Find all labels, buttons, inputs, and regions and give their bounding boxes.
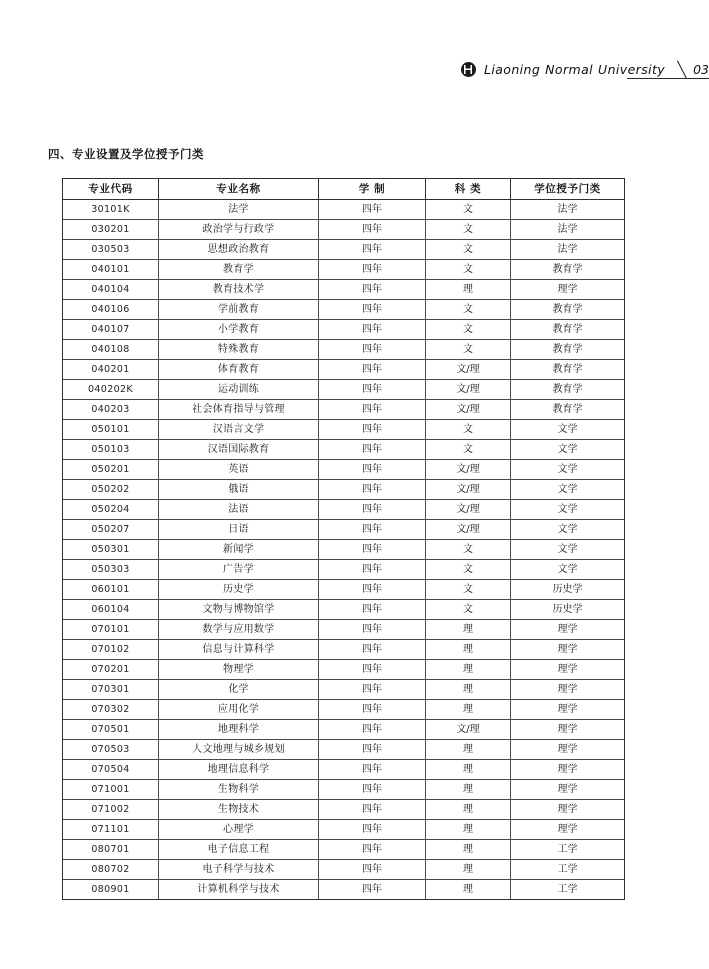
column-header-duration: 学 制 xyxy=(319,179,426,200)
cell-duration: 四年 xyxy=(319,240,426,260)
table-row xyxy=(63,760,625,780)
cell-subject-type: 理 xyxy=(426,740,511,760)
page-number: 03 xyxy=(693,61,709,77)
table-row xyxy=(63,840,625,860)
table-row xyxy=(63,540,625,560)
university-name-word-3: University xyxy=(598,61,666,77)
cell-degree-type: 文学 xyxy=(511,520,625,540)
cell-major-code: 030201 xyxy=(63,220,159,240)
cell-subject-type: 理 xyxy=(426,700,511,720)
table-row xyxy=(63,300,625,320)
cell-major-name: 法学 xyxy=(159,200,319,220)
cell-duration: 四年 xyxy=(319,480,426,500)
table-header-row xyxy=(63,179,625,200)
cell-duration: 四年 xyxy=(319,680,426,700)
cell-major-name: 电子科学与技术 xyxy=(159,860,319,880)
cell-degree-type: 法学 xyxy=(511,240,625,260)
table-row xyxy=(63,240,625,260)
table-row xyxy=(63,420,625,440)
cell-degree-type: 教育学 xyxy=(511,380,625,400)
table-row xyxy=(63,660,625,680)
cell-duration: 四年 xyxy=(319,260,426,280)
table-body xyxy=(63,200,625,900)
cell-duration: 四年 xyxy=(319,440,426,460)
column-header-subject-type: 科 类 xyxy=(426,179,511,200)
cell-duration: 四年 xyxy=(319,760,426,780)
cell-subject-type: 文 xyxy=(426,540,511,560)
cell-degree-type: 理学 xyxy=(511,640,625,660)
cell-duration: 四年 xyxy=(319,720,426,740)
cell-major-name: 思想政治教育 xyxy=(159,240,319,260)
cell-major-name: 广告学 xyxy=(159,560,319,580)
cell-degree-type: 教育学 xyxy=(511,260,625,280)
cell-duration: 四年 xyxy=(319,280,426,300)
cell-degree-type: 法学 xyxy=(511,200,625,220)
cell-subject-type: 理 xyxy=(426,800,511,820)
cell-major-code: 070302 xyxy=(63,700,159,720)
cell-duration: 四年 xyxy=(319,740,426,760)
page-running-header xyxy=(0,58,709,88)
table-row xyxy=(63,820,625,840)
cell-duration: 四年 xyxy=(319,400,426,420)
table-row xyxy=(63,560,625,580)
cell-major-name: 信息与计算科学 xyxy=(159,640,319,660)
cell-major-code: 080702 xyxy=(63,860,159,880)
cell-duration: 四年 xyxy=(319,840,426,860)
cell-degree-type: 理学 xyxy=(511,800,625,820)
cell-major-name: 社会体育指导与管理 xyxy=(159,400,319,420)
table-row xyxy=(63,640,625,660)
cell-major-name: 生物科学 xyxy=(159,780,319,800)
cell-degree-type: 历史学 xyxy=(511,600,625,620)
cell-major-name: 小学教育 xyxy=(159,320,319,340)
cell-duration: 四年 xyxy=(319,600,426,620)
cell-subject-type: 文 xyxy=(426,340,511,360)
cell-duration: 四年 xyxy=(319,340,426,360)
cell-subject-type: 文 xyxy=(426,200,511,220)
table-row xyxy=(63,680,625,700)
cell-degree-type: 理学 xyxy=(511,760,625,780)
cell-subject-type: 理 xyxy=(426,280,511,300)
cell-major-code: 050101 xyxy=(63,420,159,440)
cell-subject-type: 理 xyxy=(426,820,511,840)
table-row xyxy=(63,400,625,420)
majors-table xyxy=(62,178,625,900)
cell-subject-type: 理 xyxy=(426,780,511,800)
cell-major-code: 070504 xyxy=(63,760,159,780)
cell-major-code: 040104 xyxy=(63,280,159,300)
table-row xyxy=(63,600,625,620)
cell-degree-type: 理学 xyxy=(511,700,625,720)
university-name-word-1: Liaoning xyxy=(483,61,541,77)
cell-degree-type: 理学 xyxy=(511,780,625,800)
cell-subject-type: 文 xyxy=(426,260,511,280)
cell-degree-type: 理学 xyxy=(511,720,625,740)
cell-subject-type: 文/理 xyxy=(426,500,511,520)
cell-duration: 四年 xyxy=(319,540,426,560)
cell-major-code: 050201 xyxy=(63,460,159,480)
cell-major-name: 学前教育 xyxy=(159,300,319,320)
cell-duration: 四年 xyxy=(319,320,426,340)
cell-subject-type: 文 xyxy=(426,240,511,260)
cell-major-code: 040201 xyxy=(63,360,159,380)
cell-major-code: 040108 xyxy=(63,340,159,360)
cell-duration: 四年 xyxy=(319,200,426,220)
cell-duration: 四年 xyxy=(319,220,426,240)
cell-degree-type: 历史学 xyxy=(511,580,625,600)
column-header-degree-type: 学位授予门类 xyxy=(511,179,625,200)
cell-major-name: 物理学 xyxy=(159,660,319,680)
cell-degree-type: 理学 xyxy=(511,620,625,640)
cell-subject-type: 理 xyxy=(426,660,511,680)
column-header-major-code: 专业代码 xyxy=(63,179,159,200)
cell-subject-type: 文/理 xyxy=(426,480,511,500)
cell-duration: 四年 xyxy=(319,700,426,720)
cell-major-name: 化学 xyxy=(159,680,319,700)
cell-subject-type: 理 xyxy=(426,860,511,880)
cell-major-code: 050303 xyxy=(63,560,159,580)
cell-major-code: 080701 xyxy=(63,840,159,860)
cell-major-name: 汉语国际教育 xyxy=(159,440,319,460)
table-row xyxy=(63,720,625,740)
table-row xyxy=(63,320,625,340)
cell-duration: 四年 xyxy=(319,380,426,400)
cell-degree-type: 文学 xyxy=(511,560,625,580)
table-row xyxy=(63,500,625,520)
cell-major-code: 070201 xyxy=(63,660,159,680)
cell-degree-type: 教育学 xyxy=(511,360,625,380)
section-title: 四、专业设置及学位授予门类 xyxy=(48,147,204,161)
cell-major-code: 071002 xyxy=(63,800,159,820)
header-inner xyxy=(461,58,709,80)
cell-degree-type: 教育学 xyxy=(511,340,625,360)
cell-major-name: 新闻学 xyxy=(159,540,319,560)
table-row xyxy=(63,860,625,880)
cell-duration: 四年 xyxy=(319,300,426,320)
cell-subject-type: 文/理 xyxy=(426,400,511,420)
cell-major-name: 体育教育 xyxy=(159,360,319,380)
table-row xyxy=(63,480,625,500)
cell-major-name: 人文地理与城乡规划 xyxy=(159,740,319,760)
cell-degree-type: 工学 xyxy=(511,840,625,860)
cell-degree-type: 理学 xyxy=(511,280,625,300)
cell-major-code: 050204 xyxy=(63,500,159,520)
cell-major-code: 050207 xyxy=(63,520,159,540)
cell-major-name: 法语 xyxy=(159,500,319,520)
cell-major-name: 地理信息科学 xyxy=(159,760,319,780)
cell-major-code: 070501 xyxy=(63,720,159,740)
cell-major-name: 应用化学 xyxy=(159,700,319,720)
cell-major-code: 30101K xyxy=(63,200,159,220)
cell-degree-type: 理学 xyxy=(511,660,625,680)
university-name-word-2: Normal xyxy=(545,61,594,77)
cell-major-name: 历史学 xyxy=(159,580,319,600)
header-rule xyxy=(627,78,709,79)
cell-major-name: 运动训练 xyxy=(159,380,319,400)
cell-duration: 四年 xyxy=(319,560,426,580)
cell-subject-type: 文 xyxy=(426,600,511,620)
table-row xyxy=(63,780,625,800)
majors-table-container xyxy=(62,178,624,900)
cell-degree-type: 理学 xyxy=(511,740,625,760)
cell-subject-type: 理 xyxy=(426,880,511,900)
table-row xyxy=(63,580,625,600)
cell-subject-type: 理 xyxy=(426,640,511,660)
column-header-major-name: 专业名称 xyxy=(159,179,319,200)
cell-major-code: 040202K xyxy=(63,380,159,400)
cell-duration: 四年 xyxy=(319,460,426,480)
cell-major-code: 040106 xyxy=(63,300,159,320)
cell-major-code: 070503 xyxy=(63,740,159,760)
cell-degree-type: 理学 xyxy=(511,820,625,840)
table-row xyxy=(63,460,625,480)
cell-duration: 四年 xyxy=(319,420,426,440)
cell-major-name: 心理学 xyxy=(159,820,319,840)
cell-major-code: 080901 xyxy=(63,880,159,900)
table-row xyxy=(63,220,625,240)
cell-subject-type: 文 xyxy=(426,440,511,460)
cell-major-name: 教育学 xyxy=(159,260,319,280)
cell-major-name: 电子信息工程 xyxy=(159,840,319,860)
cell-major-code: 070301 xyxy=(63,680,159,700)
cell-major-code: 040203 xyxy=(63,400,159,420)
cell-duration: 四年 xyxy=(319,620,426,640)
cell-duration: 四年 xyxy=(319,780,426,800)
cell-duration: 四年 xyxy=(319,880,426,900)
cell-major-code: 030503 xyxy=(63,240,159,260)
table-row xyxy=(63,800,625,820)
cell-degree-type: 文学 xyxy=(511,420,625,440)
cell-subject-type: 文/理 xyxy=(426,460,511,480)
cell-degree-type: 教育学 xyxy=(511,320,625,340)
cell-duration: 四年 xyxy=(319,640,426,660)
cell-degree-type: 教育学 xyxy=(511,300,625,320)
cell-subject-type: 文/理 xyxy=(426,720,511,740)
cell-duration: 四年 xyxy=(319,580,426,600)
cell-degree-type: 工学 xyxy=(511,860,625,880)
cell-major-name: 政治学与行政学 xyxy=(159,220,319,240)
cell-major-code: 070101 xyxy=(63,620,159,640)
table-row xyxy=(63,740,625,760)
cell-major-name: 生物技术 xyxy=(159,800,319,820)
cell-major-name: 日语 xyxy=(159,520,319,540)
cell-subject-type: 文 xyxy=(426,580,511,600)
cell-subject-type: 理 xyxy=(426,680,511,700)
cell-subject-type: 理 xyxy=(426,620,511,640)
cell-major-name: 数学与应用数学 xyxy=(159,620,319,640)
table-row xyxy=(63,260,625,280)
cell-degree-type: 工学 xyxy=(511,880,625,900)
cell-subject-type: 理 xyxy=(426,760,511,780)
cell-major-code: 050202 xyxy=(63,480,159,500)
cell-subject-type: 文 xyxy=(426,560,511,580)
cell-duration: 四年 xyxy=(319,520,426,540)
cell-degree-type: 文学 xyxy=(511,440,625,460)
cell-subject-type: 文 xyxy=(426,300,511,320)
cell-major-name: 教育技术学 xyxy=(159,280,319,300)
table-row xyxy=(63,200,625,220)
cell-major-code: 071101 xyxy=(63,820,159,840)
table-header xyxy=(63,179,625,200)
cell-subject-type: 文/理 xyxy=(426,520,511,540)
cell-major-name: 计算机科学与技术 xyxy=(159,880,319,900)
cell-subject-type: 理 xyxy=(426,840,511,860)
cell-major-name: 文物与博物馆学 xyxy=(159,600,319,620)
cell-major-name: 英语 xyxy=(159,460,319,480)
cell-degree-type: 文学 xyxy=(511,540,625,560)
cell-subject-type: 文 xyxy=(426,220,511,240)
cell-degree-type: 教育学 xyxy=(511,400,625,420)
cell-major-name: 特殊教育 xyxy=(159,340,319,360)
cell-duration: 四年 xyxy=(319,360,426,380)
header-slash-divider-icon xyxy=(677,61,690,78)
cell-major-code: 040101 xyxy=(63,260,159,280)
university-name xyxy=(484,62,670,77)
cell-major-code: 040107 xyxy=(63,320,159,340)
cell-major-code: 060101 xyxy=(63,580,159,600)
cell-major-name: 俄语 xyxy=(159,480,319,500)
cell-major-code: 071001 xyxy=(63,780,159,800)
table-row xyxy=(63,700,625,720)
table-row xyxy=(63,280,625,300)
cell-degree-type: 理学 xyxy=(511,680,625,700)
cell-major-code: 070102 xyxy=(63,640,159,660)
table-row xyxy=(63,520,625,540)
cell-degree-type: 法学 xyxy=(511,220,625,240)
cell-duration: 四年 xyxy=(319,860,426,880)
cell-major-name: 地理科学 xyxy=(159,720,319,740)
table-row xyxy=(63,380,625,400)
cell-duration: 四年 xyxy=(319,820,426,840)
table-row xyxy=(63,340,625,360)
cell-degree-type: 文学 xyxy=(511,480,625,500)
cell-subject-type: 文 xyxy=(426,420,511,440)
cell-degree-type: 文学 xyxy=(511,500,625,520)
cell-major-name: 汉语言文学 xyxy=(159,420,319,440)
table-row xyxy=(63,440,625,460)
cell-subject-type: 文/理 xyxy=(426,360,511,380)
university-seal-icon xyxy=(461,62,476,77)
cell-duration: 四年 xyxy=(319,500,426,520)
cell-duration: 四年 xyxy=(319,800,426,820)
cell-duration: 四年 xyxy=(319,660,426,680)
table-row xyxy=(63,360,625,380)
table-row xyxy=(63,620,625,640)
cell-subject-type: 文/理 xyxy=(426,380,511,400)
cell-degree-type: 文学 xyxy=(511,460,625,480)
table-row xyxy=(63,880,625,900)
cell-subject-type: 文 xyxy=(426,320,511,340)
cell-major-code: 050103 xyxy=(63,440,159,460)
cell-major-code: 050301 xyxy=(63,540,159,560)
cell-major-code: 060104 xyxy=(63,600,159,620)
